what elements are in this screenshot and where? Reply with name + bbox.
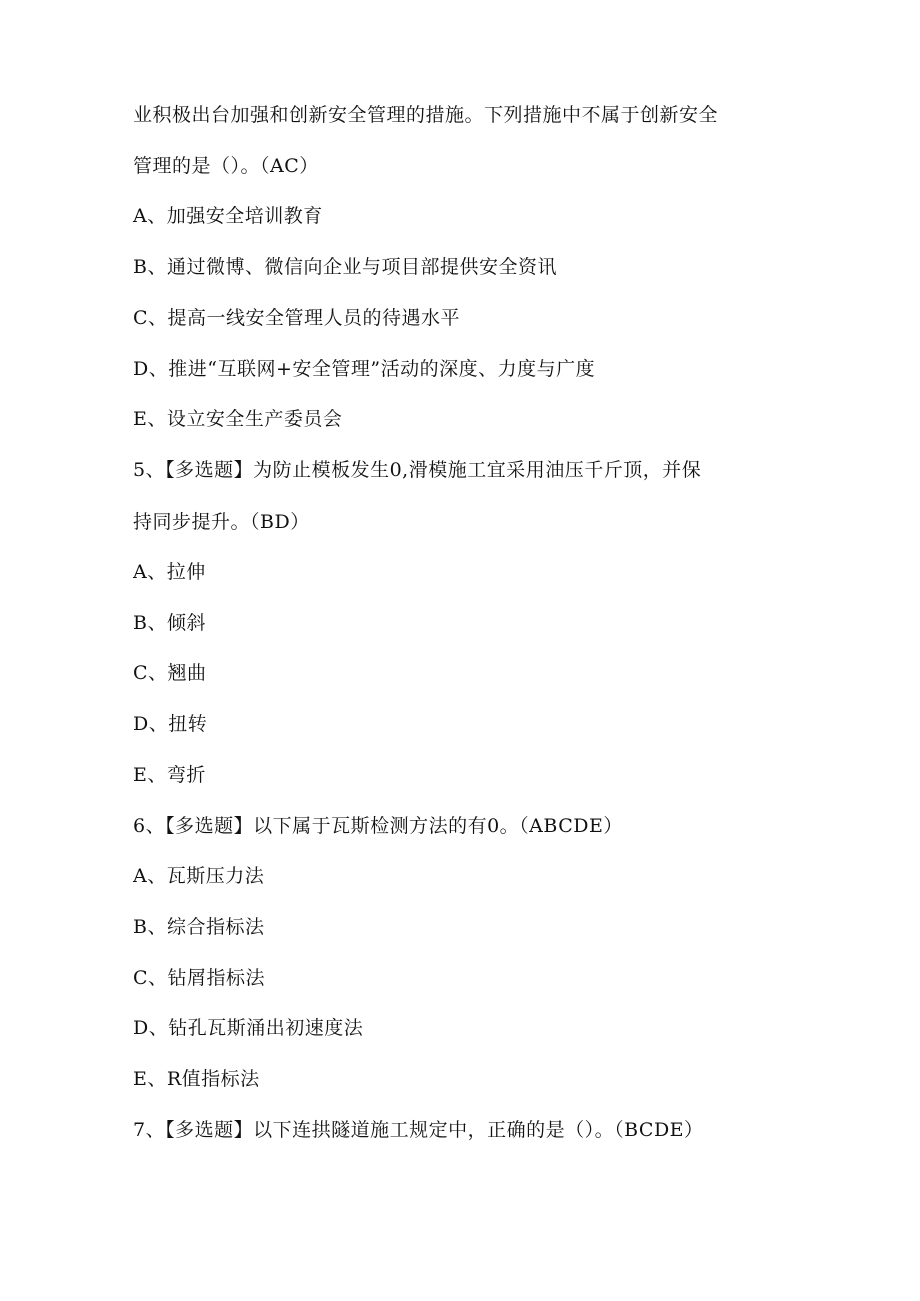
question-5-option-e: E、弯折 [133, 764, 206, 786]
question-5-text-line-2: 持同步提升。（BD） [133, 511, 310, 533]
question-6-option-e: E、R值指标法 [133, 1068, 260, 1090]
question-4-option-e: E、设立安全生产委员会 [133, 408, 343, 430]
question-5-option-a: A、拉伸 [133, 561, 206, 583]
question-4-option-a: A、加强安全培训教育 [133, 205, 323, 227]
question-6-option-a: A、瓦斯压力法 [133, 865, 265, 887]
question-4-option-b: B、通过微博、微信向企业与项目部提供安全资讯 [133, 256, 557, 278]
question-6-option-c: C、钻屑指标法 [133, 967, 266, 989]
question-7-text: 7、【多选题】以下连拱隧道施工规定中，正确的是（）。（BCDE） [133, 1119, 704, 1141]
question-5-option-b: B、倾斜 [133, 612, 206, 634]
question-5-option-d: D、扭转 [133, 713, 208, 735]
question-5-option-c: C、翘曲 [133, 662, 207, 684]
question-4-option-c: C、提高一线安全管理人员的待遇水平 [133, 307, 461, 329]
question-6-text: 6、【多选题】以下属于瓦斯检测方法的有0。（ABCDE） [133, 815, 623, 837]
question-6-option-b: B、综合指标法 [133, 916, 265, 938]
question-4-option-d: D、推进“互联网+安全管理”活动的深度、力度与广度 [133, 358, 596, 380]
question-4-text-line-2: 管理的是（）。（AC） [133, 155, 319, 177]
question-4-text-line-1: 业积极出台加强和创新安全管理的措施。下列措施中不属于创新安全 [133, 104, 719, 126]
question-6-option-d: D、钻孔瓦斯涌出初速度法 [133, 1017, 364, 1039]
question-5-text-line-1: 5、【多选题】为防止模板发生0,滑模施工宜采用油压千斤顶，并保 [133, 459, 702, 481]
